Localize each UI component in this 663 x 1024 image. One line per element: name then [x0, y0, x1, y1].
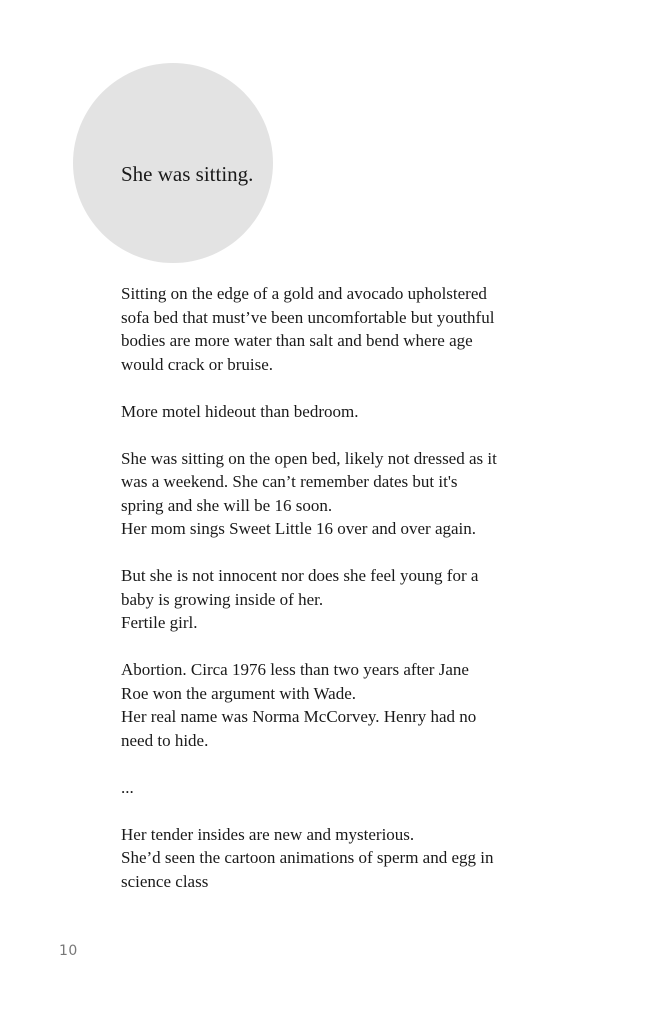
paragraph	[121, 400, 561, 424]
text-line: But she is not innocent nor does she feel young for a	[121, 566, 479, 585]
text-line: would crack or bruise.	[121, 354, 274, 374]
text-line: More motel hideout than bedroom.	[121, 401, 359, 421]
text-line: baby is growing inside of her.	[121, 589, 324, 609]
paragraph	[121, 823, 561, 894]
text-line: Her real name was Norma McCorvey. Henry had no	[121, 707, 477, 726]
text-line: need to hide.	[121, 730, 209, 750]
body-text	[121, 282, 561, 893]
text-line: She’d seen the cartoon animations of sperm and egg in	[121, 848, 494, 867]
text-line: Her tender insides are new and mysterious.	[121, 824, 415, 844]
paragraph-gap	[121, 423, 561, 447]
text-line: Sitting on the edge of a gold and avocado upholstered	[121, 284, 487, 303]
paragraph-gap	[121, 376, 561, 400]
paragraph	[121, 282, 561, 376]
paragraph-gap	[121, 635, 561, 659]
text-line: bodies are more water than salt and bend where age	[121, 331, 473, 350]
paragraph-gap	[121, 799, 561, 823]
text-line: sofa bed that must’ve been uncomfortable but youthful	[121, 307, 495, 327]
text-line: science class	[121, 871, 209, 891]
text-line: was a weekend. She can’t remember dates but it's	[121, 472, 458, 491]
text-line: Roe won the argument with Wade.	[121, 683, 357, 703]
paragraph	[121, 447, 561, 541]
text-line: Abortion. Circa 1976 less than two years after Jane	[121, 660, 469, 679]
text-line: She was sitting on the open bed, likely not dressed as it	[121, 448, 497, 468]
text-line: spring and she will be 16 soon.	[121, 495, 333, 515]
paragraph-gap	[121, 541, 561, 565]
paragraph	[121, 776, 561, 800]
page-number: 10	[59, 943, 78, 959]
text-line: Her mom sings Sweet Little 16 over and over again.	[121, 519, 477, 538]
ellipsis-line: ...	[121, 777, 134, 797]
paragraph	[121, 564, 561, 635]
paragraph	[121, 658, 561, 752]
text-line: Fertile girl.	[121, 613, 198, 632]
chapter-title: She was sitting.	[121, 162, 254, 186]
paragraph-gap	[121, 752, 561, 776]
